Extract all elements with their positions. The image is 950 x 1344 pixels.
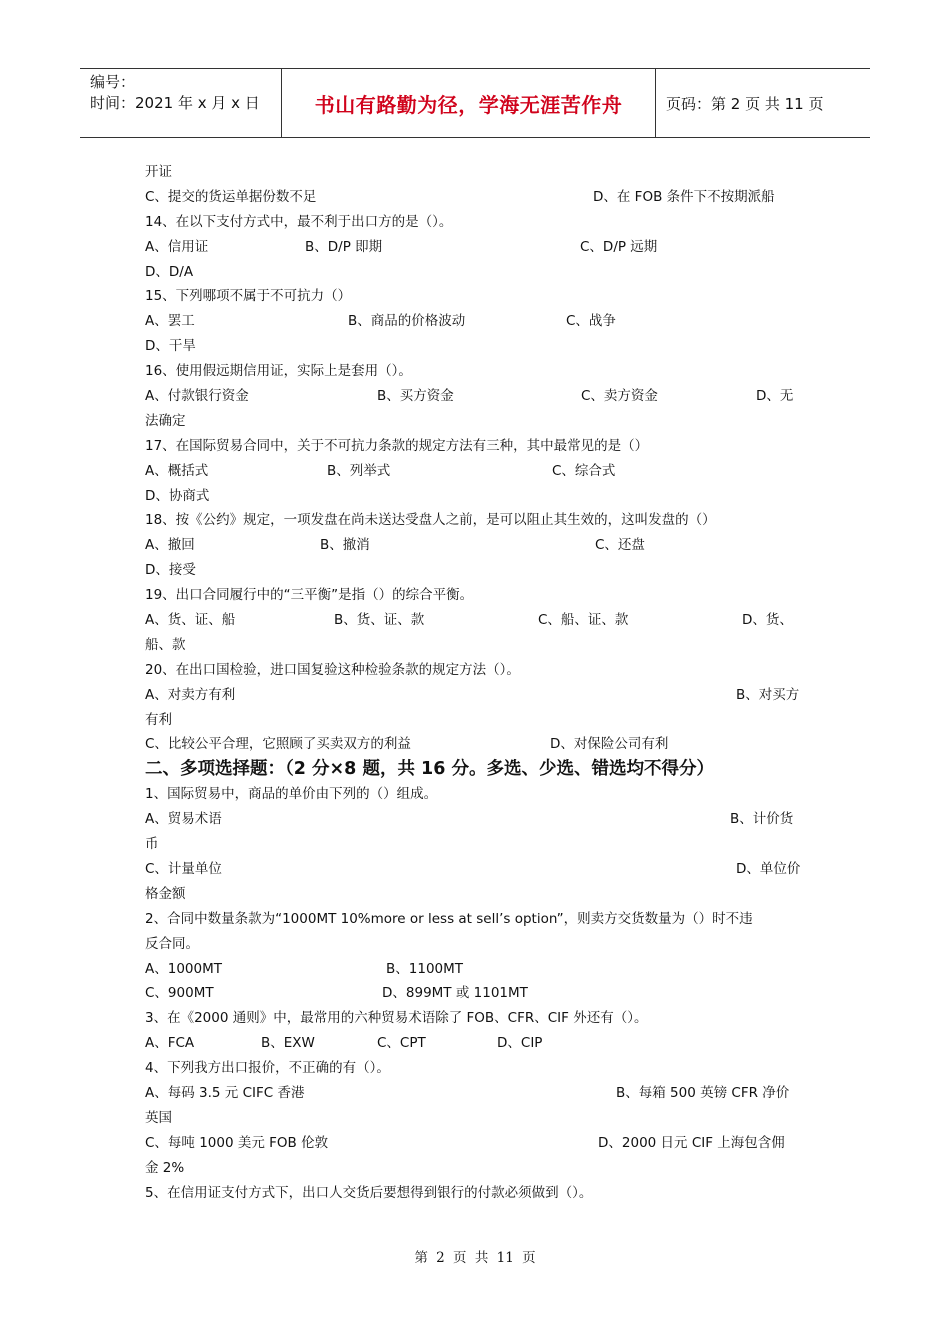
header-page-info: 页码：第 2 页 共 11 页 bbox=[666, 94, 824, 113]
text-line bbox=[145, 1181, 810, 1206]
text-line bbox=[145, 608, 810, 633]
text-line bbox=[145, 683, 810, 708]
text-line bbox=[145, 309, 810, 334]
option-text: C、综合式 bbox=[552, 462, 616, 479]
text-line bbox=[145, 807, 810, 832]
text-line bbox=[145, 583, 810, 608]
line-text: C、每吨 1000 美元 FOB 伦敦 bbox=[145, 1134, 329, 1151]
line-text: A、概括式 bbox=[145, 462, 209, 479]
text-line bbox=[145, 633, 810, 658]
option-text: B、每箱 500 英镑 CFR 净价 bbox=[616, 1084, 790, 1101]
document-number-label: 编号： bbox=[90, 73, 136, 91]
text-line bbox=[145, 434, 810, 459]
text-line bbox=[145, 1056, 810, 1081]
line-text: A、1000MT bbox=[145, 960, 222, 977]
text-line bbox=[145, 782, 810, 807]
line-text: 开证 bbox=[145, 164, 172, 180]
text-line bbox=[145, 459, 810, 484]
text-line bbox=[145, 484, 810, 509]
text-line bbox=[145, 732, 810, 757]
line-text: C、提交的货运单据份数不足 bbox=[145, 188, 317, 205]
text-line bbox=[145, 981, 810, 1006]
line-text: 船、款 bbox=[145, 636, 186, 653]
text-line bbox=[145, 558, 810, 583]
text-line bbox=[145, 708, 810, 733]
text-line bbox=[145, 882, 810, 907]
option-text: B、1100MT bbox=[386, 960, 464, 977]
line-text: 14、在以下支付方式中，最不利于出口方的是（）。 bbox=[145, 213, 453, 230]
document-body bbox=[145, 160, 810, 1205]
line-text: 18、按《公约》规定，一项发盘在尚未送达受盘人之前，是可以阻止其生效的，这叫发盘的（） bbox=[145, 512, 716, 529]
header-meta bbox=[80, 69, 282, 137]
line-text: D、干旱 bbox=[145, 338, 196, 355]
line-text: 15、下列哪项不属于不可抗力（） bbox=[145, 288, 352, 305]
line-text: 3、在《2000 通则》中，最常用的六种贸易术语除了 FOB、CFR、CIF 外还有（）。 bbox=[145, 1010, 648, 1027]
line-text: D、D/A bbox=[145, 263, 194, 280]
line-text: 1、国际贸易中，商品的单价由下列的（）组成。 bbox=[145, 786, 438, 803]
option-text: C、还盘 bbox=[595, 537, 645, 554]
option-text: B、列举式 bbox=[327, 462, 391, 479]
line-text: A、信用证 bbox=[145, 238, 209, 255]
line-text: A、罢工 bbox=[145, 313, 195, 330]
option-text: B、EXW bbox=[261, 1035, 315, 1052]
line-text: 币 bbox=[145, 836, 159, 853]
text-line bbox=[145, 160, 810, 185]
line-text: A、贸易术语 bbox=[145, 811, 222, 828]
line-text: 格金额 bbox=[145, 885, 186, 902]
option-text: D、对保险公司有利 bbox=[550, 736, 669, 753]
line-text: 有利 bbox=[145, 711, 172, 728]
text-line bbox=[145, 508, 810, 533]
option-text: C、D/P 远期 bbox=[580, 238, 658, 255]
line-text: C、900MT bbox=[145, 985, 214, 1002]
line-text: 20、在出口国检验，进口国复验这种检验条款的规定方法（）。 bbox=[145, 661, 520, 678]
text-line bbox=[145, 235, 810, 260]
line-text: A、FCA bbox=[145, 1035, 195, 1052]
line-text: 4、下列我方出口报价，不正确的有（）。 bbox=[145, 1060, 390, 1077]
line-text: 金 2% bbox=[145, 1159, 185, 1176]
line-text: 5、在信用证支付方式下，出口人交货后要想得到银行的付款必须做到（）。 bbox=[145, 1184, 593, 1201]
line-text: A、每码 3.5 元 CIFC 香港 bbox=[145, 1084, 305, 1101]
option-text: C、CPT bbox=[377, 1035, 426, 1052]
line-text: 17、在国际贸易合同中，关于不可抗力条款的规定方法有三种，其中最常见的是（） bbox=[145, 437, 649, 454]
line-text: 二、多项选择题：（2 分×8 题，共 16 分。多选、少选、错选均不得分） bbox=[145, 759, 714, 780]
option-text: B、D/P 即期 bbox=[305, 238, 383, 255]
page-footer: 第 2 页 共 11 页 bbox=[414, 1250, 536, 1266]
text-line bbox=[145, 1131, 810, 1156]
option-text: D、单位价 bbox=[736, 860, 801, 877]
text-line bbox=[145, 384, 810, 409]
line-text: C、计量单位 bbox=[145, 860, 222, 877]
header-motto: 书山有路勤为径，学海无涯苦作舟 bbox=[282, 69, 656, 137]
option-text: C、船、证、款 bbox=[538, 612, 629, 629]
text-line bbox=[145, 1156, 810, 1181]
text-line bbox=[145, 185, 810, 210]
option-text: C、战争 bbox=[566, 313, 616, 330]
text-line bbox=[145, 359, 810, 384]
option-text: B、商品的价格波动 bbox=[348, 313, 466, 330]
option-text: B、对买方 bbox=[736, 686, 800, 703]
text-line bbox=[145, 932, 810, 957]
line-text: 2、合同中数量条款为“1000MT 10%more or less at sell’s option”，则卖方交货数量为（）时不违 bbox=[145, 910, 753, 927]
text-line bbox=[145, 857, 810, 882]
text-line bbox=[145, 1106, 810, 1131]
option-text: D、无 bbox=[756, 388, 794, 405]
option-text: D、899MT 或 1101MT bbox=[382, 985, 528, 1002]
text-line bbox=[145, 260, 810, 285]
text-line bbox=[145, 957, 810, 982]
line-text: 反合同。 bbox=[145, 935, 199, 952]
text-line bbox=[145, 907, 810, 932]
line-text: 19、出口合同履行中的“三平衡”是指（）的综合平衡。 bbox=[145, 587, 474, 604]
line-text: C、比较公平合理，它照顾了买卖双方的利益 bbox=[145, 736, 411, 753]
text-line bbox=[145, 1031, 810, 1056]
option-text: D、货、 bbox=[742, 612, 793, 629]
text-line bbox=[145, 334, 810, 359]
text-line bbox=[145, 832, 810, 857]
document-time-label: 时间：2021 年 x 月 x 日 bbox=[90, 94, 260, 112]
text-line bbox=[145, 1081, 810, 1106]
option-text: B、买方资金 bbox=[377, 388, 454, 405]
line-text: 16、使用假远期信用证，实际上是套用（）。 bbox=[145, 363, 412, 380]
option-text: D、在 FOB 条件下不按期派船 bbox=[593, 188, 775, 205]
line-text: A、对卖方有利 bbox=[145, 686, 236, 703]
text-line bbox=[145, 1006, 810, 1031]
line-text: A、付款银行资金 bbox=[145, 388, 249, 405]
section-heading bbox=[145, 757, 810, 782]
text-line bbox=[145, 533, 810, 558]
text-line bbox=[145, 409, 810, 434]
option-text: B、计价货 bbox=[730, 811, 794, 828]
line-text: D、接受 bbox=[145, 562, 196, 579]
option-text: D、CIP bbox=[497, 1035, 543, 1052]
text-line bbox=[145, 284, 810, 309]
page-header bbox=[80, 68, 870, 138]
line-text: 英国 bbox=[145, 1109, 172, 1126]
option-text: C、卖方资金 bbox=[581, 388, 658, 405]
line-text: D、协商式 bbox=[145, 487, 210, 504]
option-text: B、撤消 bbox=[320, 537, 370, 554]
line-text: A、货、证、船 bbox=[145, 612, 236, 629]
line-text: 法确定 bbox=[145, 412, 186, 429]
option-text: D、2000 日元 CIF 上海包含佣 bbox=[598, 1134, 785, 1151]
line-text: A、撤回 bbox=[145, 537, 195, 554]
text-line bbox=[145, 658, 810, 683]
text-line bbox=[145, 210, 810, 235]
option-text: B、货、证、款 bbox=[334, 612, 425, 629]
